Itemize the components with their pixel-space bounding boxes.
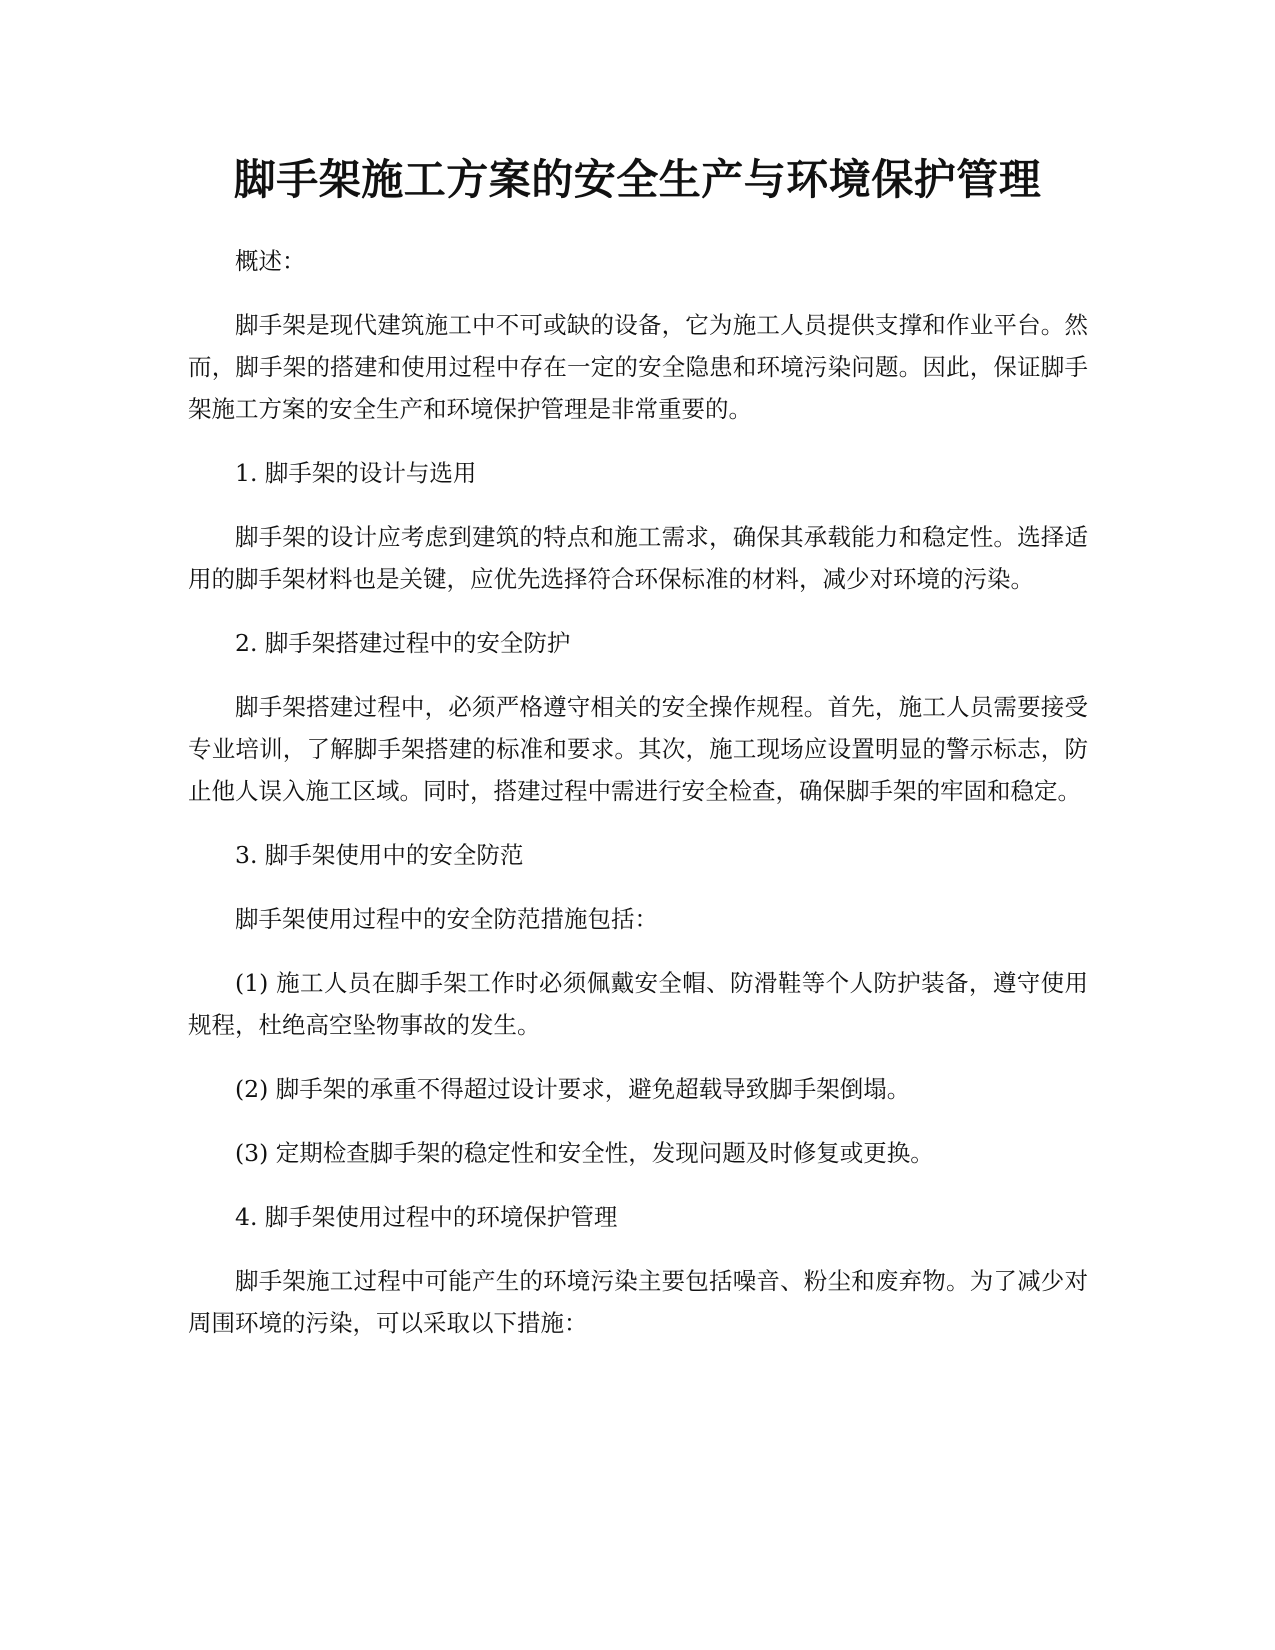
paragraph-section-1: 脚手架的设计应考虑到建筑的特点和施工需求，确保其承载能力和稳定性。选择适用的脚手架材料也是关键，应优先选择符合环保标准的材料，减少对环境的污染。 xyxy=(188,523,1088,593)
section-heading-3: 3. 脚手架使用中的安全防范 xyxy=(235,841,524,869)
list-item-3: (3) 定期检查脚手架的稳定性和安全性，发现问题及时修复或更换。 xyxy=(235,1139,934,1167)
list-item-1: (1) 施工人员在脚手架工作时必须佩戴安全帽、防滑鞋等个人防护装备，遵守使用规程，杜绝高空坠物事故的发生。 xyxy=(188,969,1088,1039)
section-heading-2: 2. 脚手架搭建过程中的安全防护 xyxy=(235,629,571,657)
list-item-2: (2) 脚手架的承重不得超过设计要求，避免超载导致脚手架倒塌。 xyxy=(235,1075,911,1103)
paragraph-section-3: 脚手架使用过程中的安全防范措施包括： xyxy=(235,905,658,933)
section-heading-4: 4. 脚手架使用过程中的环境保护管理 xyxy=(235,1203,618,1231)
paragraph-section-4: 脚手架施工过程中可能产生的环境污染主要包括噪音、粉尘和废弃物。为了减少对周围环境的污染，可以采取以下措施： xyxy=(188,1267,1088,1337)
section-heading-1: 1. 脚手架的设计与选用 xyxy=(235,459,477,487)
paragraph-overview-label: 概述： xyxy=(235,247,306,275)
paragraph-section-2: 脚手架搭建过程中，必须严格遵守相关的安全操作规程。首先，施工人员需要接受专业培训，了解脚手架搭建的标准和要求。其次，施工现场应设置明显的警示标志，防止他人误入施工区域。同时，搭建过程中需进行安全检查，确保脚手架的牢固和稳定。 xyxy=(188,693,1088,805)
paragraph-intro: 脚手架是现代建筑施工中不可或缺的设备，它为施工人员提供支撑和作业平台。然而，脚手架的搭建和使用过程中存在一定的安全隐患和环境污染问题。因此，保证脚手架施工方案的安全生产和环境保护管理是非常重要的。 xyxy=(188,311,1088,423)
document-body xyxy=(188,240,1088,1344)
document-title: 脚手架施工方案的安全生产与环境保护管理 xyxy=(233,155,1042,204)
